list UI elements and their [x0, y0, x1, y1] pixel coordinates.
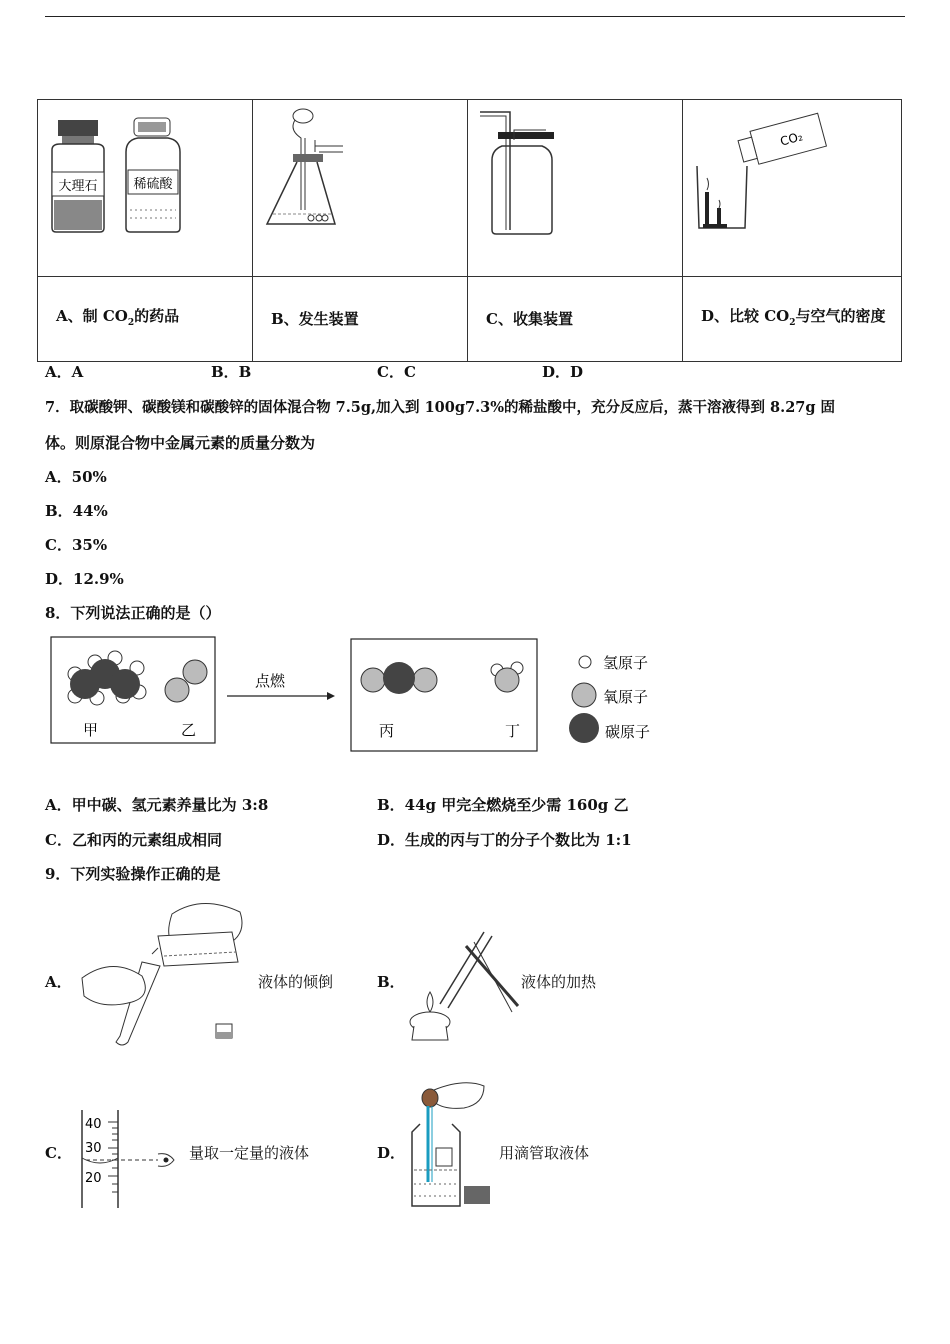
q9-letter-c: C． — [45, 1144, 72, 1162]
q6-image-c — [468, 100, 683, 277]
q6-caption-d: D、比较 $CO_2$与空气的密度 — [683, 277, 902, 362]
q8-reaction-diagram — [45, 630, 685, 760]
q9-stem: 9．下列实验操作正确的是 — [45, 865, 221, 883]
q9-caption-a: 液体的倾倒 — [258, 973, 334, 991]
co2-bottle-label: CO₂ — [778, 129, 805, 149]
generator-flask-illustration — [253, 100, 467, 272]
dropper-illustration — [404, 1078, 496, 1210]
q9-letter-d: D． — [377, 1144, 406, 1162]
arrow-label: 点燃 — [255, 672, 286, 690]
atom-legend — [569, 654, 650, 743]
density-comparison-illustration — [683, 100, 897, 272]
q6-image-b — [253, 100, 468, 277]
arrow-head-icon — [327, 692, 335, 700]
heating-liquid-illustration — [400, 926, 520, 1048]
q6-image-d — [683, 100, 902, 277]
tick-30: 30 — [85, 1141, 102, 1156]
pouring-liquid-illustration — [72, 896, 252, 1048]
legend-hydrogen: 氢原子 — [603, 654, 649, 672]
q7-option-d: D．12.9% — [45, 570, 124, 588]
q6-table — [37, 99, 902, 362]
q7-option-c: C．35% — [45, 536, 108, 554]
q9-letter-b: B． — [377, 973, 405, 991]
label-dilute-sulfuric-acid: 稀硫酸 — [133, 177, 173, 192]
q6-caption-a: A、制 $CO_2$的药品 — [38, 277, 253, 362]
carbon-atom-icon — [569, 713, 599, 743]
collection-bottle-illustration — [468, 100, 682, 272]
q7-option-a: A．50% — [45, 468, 107, 486]
q6-caption-c: C、收集装置 — [468, 277, 683, 362]
legend-oxygen: 氧原子 — [603, 688, 649, 706]
q9-caption-d: 用滴管取液体 — [499, 1144, 590, 1162]
label-bing: 丙 — [379, 722, 395, 740]
hydrogen-atom-icon — [579, 656, 591, 668]
q8-stem: 8．下列说法正确的是（） — [45, 604, 221, 622]
q9-letter-a: A． — [45, 973, 72, 991]
q9-caption-c: 量取一定量的液体 — [189, 1144, 310, 1162]
tick-20: 20 — [85, 1171, 102, 1186]
label-marble: 大理石 — [58, 179, 98, 194]
label-yi: 乙 — [181, 721, 197, 739]
reagent-bottles-illustration — [38, 100, 252, 272]
q8-option-c: C．乙和丙的元素组成相同 — [45, 831, 222, 849]
q7-stem-line1: 7．取碳酸钾、碳酸镁和碳酸锌的固体混合物 7.5g,加入到 100g7.3%的稀盐酸中，充分反应后，蒸干溶液得到 8.27g 固 — [45, 399, 836, 416]
q7-stem-line2: 体。则原混合物中金属元素的质量分数为 — [45, 434, 316, 452]
label-ding: 丁 — [505, 722, 521, 740]
q6-option-d: D．D — [542, 363, 584, 381]
q9-caption-b: 液体的加热 — [521, 973, 597, 991]
q6-option-b: B．B — [211, 363, 252, 381]
oxygen-atom-icon — [572, 683, 596, 707]
q6-option-a: A．A — [45, 363, 84, 381]
graduated-cylinder-illustration — [76, 1106, 186, 1212]
bottle-cap-icon — [58, 120, 98, 136]
q8-option-d: D．生成的丙与丁的分子个数比为 1:1 — [377, 831, 632, 849]
legend-carbon: 碳原子 — [605, 723, 651, 741]
header-rule — [45, 16, 905, 17]
q8-option-a: A．甲中碳、氢元素养量比为 3:8 — [45, 796, 269, 814]
q6-option-c: C．C — [377, 363, 416, 381]
q6-caption-b: B、发生装置 — [253, 277, 468, 362]
q6-image-a — [38, 100, 253, 277]
q8-option-b: B．44g 甲完全燃烧至少需 160g 乙 — [377, 796, 629, 814]
q7-option-b: B．44% — [45, 502, 108, 520]
dropper-bulb-icon — [422, 1089, 438, 1107]
rubber-stopper-icon — [464, 1186, 490, 1204]
tick-40: 40 — [85, 1117, 102, 1132]
label-jia: 甲 — [83, 721, 99, 739]
